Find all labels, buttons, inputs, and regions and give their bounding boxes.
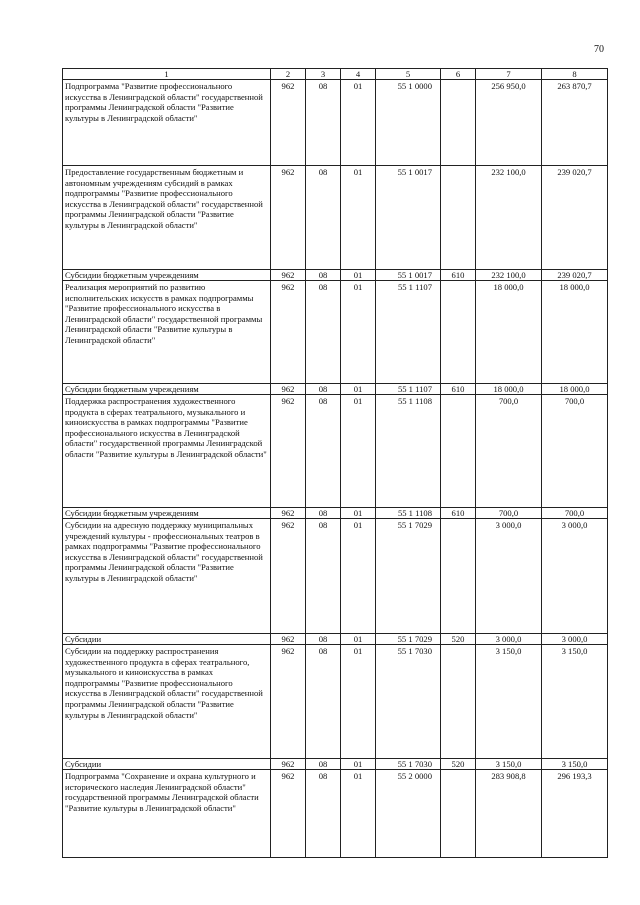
cell-vr (441, 395, 476, 508)
page-number: 70 (594, 44, 604, 55)
cell-section: 08 (306, 634, 341, 645)
cell-section: 08 (306, 384, 341, 395)
row-name: Реализация мероприятий по развитию исполнительских искусств в рамках подпрограммы "Развитие профессионального искусства в Ленинградской области" государственной программы Ленинградской области "Развитие культуры в Ленинградской области" (63, 281, 271, 384)
table-row (63, 508, 608, 519)
row-name: Субсидии бюджетным учреждениям (63, 384, 271, 395)
column-header: 1 (63, 69, 271, 80)
cell-subsection: 01 (341, 770, 376, 858)
cell-amount-1: 256 950,0 (476, 80, 542, 166)
row-name: Субсидии на поддержку распространения художественного продукта в сферах театрального, музыкального и киноискусства в рамках подпрограммы "Развитие профессионального искусства в Ленинградской области" государственной программы Ленинградской области "Развитие культуры в Ленинградской области" (63, 645, 271, 759)
column-header: 4 (341, 69, 376, 80)
cell-target: 55 1 1107 (376, 281, 441, 384)
table-row (63, 519, 608, 634)
cell-code: 962 (271, 80, 306, 166)
header-row (63, 69, 608, 80)
cell-amount-2: 263 870,7 (542, 80, 608, 166)
cell-target: 55 1 1108 (376, 508, 441, 519)
cell-code: 962 (271, 519, 306, 634)
cell-subsection: 01 (341, 166, 376, 270)
row-name: Предоставление государственным бюджетным и автономным учреждениям субсидий в рамках подпрограммы "Развитие профессионального искусства в Ленинградской области" государственной программы Ленинградской области "Развитие культуры в Ленинградской области" (63, 166, 271, 270)
cell-subsection: 01 (341, 645, 376, 759)
cell-target: 55 1 0000 (376, 80, 441, 166)
cell-subsection: 01 (341, 519, 376, 634)
table-row (63, 80, 608, 166)
cell-vr: 610 (441, 508, 476, 519)
cell-section: 08 (306, 80, 341, 166)
row-name: Субсидии на адресную поддержку муниципальных учреждений культуры - профессиональных театров в рамках подпрограммы "Развитие профессионального искусства в Ленинградской области" государственной программы Ленинградской области "Развитие культуры в Ленинградской области" (63, 519, 271, 634)
cell-amount-2: 18 000,0 (542, 384, 608, 395)
cell-subsection: 01 (341, 395, 376, 508)
cell-section: 08 (306, 508, 341, 519)
cell-code: 962 (271, 281, 306, 384)
table-row (63, 645, 608, 759)
column-header: 3 (306, 69, 341, 80)
cell-amount-1: 18 000,0 (476, 281, 542, 384)
cell-section: 08 (306, 645, 341, 759)
cell-subsection: 01 (341, 634, 376, 645)
cell-section: 08 (306, 166, 341, 270)
cell-amount-2: 239 020,7 (542, 166, 608, 270)
cell-target: 55 1 7030 (376, 759, 441, 770)
table-row (63, 395, 608, 508)
cell-amount-1: 700,0 (476, 395, 542, 508)
cell-subsection: 01 (341, 759, 376, 770)
cell-code: 962 (271, 508, 306, 519)
cell-amount-1: 18 000,0 (476, 384, 542, 395)
cell-target: 55 1 7029 (376, 519, 441, 634)
cell-amount-1: 283 908,8 (476, 770, 542, 858)
cell-target: 55 1 1108 (376, 395, 441, 508)
cell-amount-1: 3 000,0 (476, 634, 542, 645)
table-row (63, 166, 608, 270)
cell-target: 55 1 7030 (376, 645, 441, 759)
table-row (63, 281, 608, 384)
cell-code: 962 (271, 634, 306, 645)
cell-code: 962 (271, 270, 306, 281)
row-name: Подпрограмма "Сохранение и охрана культурного и исторического наследия Ленинградской области" государственной программы Ленинградской области "Развитие культуры в Ленинградской области" (63, 770, 271, 858)
cell-amount-2: 700,0 (542, 395, 608, 508)
cell-vr (441, 281, 476, 384)
cell-amount-2: 3 000,0 (542, 634, 608, 645)
row-name: Субсидии (63, 759, 271, 770)
cell-amount-2: 18 000,0 (542, 281, 608, 384)
row-name: Подпрограмма "Развитие профессионального искусства в Ленинградской области" государственной программы Ленинградской области "Развитие культуры в Ленинградской области" (63, 80, 271, 166)
table-row (63, 770, 608, 858)
table-row (63, 634, 608, 645)
cell-target: 55 1 7029 (376, 634, 441, 645)
cell-amount-2: 239 020,7 (542, 270, 608, 281)
column-header: 5 (376, 69, 441, 80)
cell-code: 962 (271, 166, 306, 270)
cell-amount-2: 3 150,0 (542, 759, 608, 770)
table-row (63, 384, 608, 395)
row-name: Поддержка распространения художественного продукта в сферах театрального, музыкального и киноискусства в рамках подпрограммы "Развитие профессионального искусства в Ленинградской области" государственной программы Ленинградской области "Развитие культуры в Ленинградской области" (63, 395, 271, 508)
cell-section: 08 (306, 281, 341, 384)
cell-vr (441, 80, 476, 166)
cell-section: 08 (306, 270, 341, 281)
cell-subsection: 01 (341, 270, 376, 281)
cell-code: 962 (271, 395, 306, 508)
cell-vr (441, 770, 476, 858)
cell-code: 962 (271, 645, 306, 759)
cell-vr (441, 519, 476, 634)
cell-amount-1: 232 100,0 (476, 270, 542, 281)
cell-vr: 610 (441, 270, 476, 281)
cell-code: 962 (271, 770, 306, 858)
column-header: 7 (476, 69, 542, 80)
cell-target: 55 1 0017 (376, 166, 441, 270)
cell-target: 55 1 0017 (376, 270, 441, 281)
cell-amount-1: 3 000,0 (476, 519, 542, 634)
cell-section: 08 (306, 395, 341, 508)
cell-amount-1: 3 150,0 (476, 759, 542, 770)
cell-vr (441, 645, 476, 759)
cell-amount-1: 700,0 (476, 508, 542, 519)
budget-table (62, 68, 608, 858)
cell-amount-2: 3 150,0 (542, 645, 608, 759)
cell-target: 55 2 0000 (376, 770, 441, 858)
cell-vr: 520 (441, 759, 476, 770)
table-row (63, 270, 608, 281)
cell-vr (441, 166, 476, 270)
cell-subsection: 01 (341, 80, 376, 166)
cell-amount-2: 3 000,0 (542, 519, 608, 634)
cell-target: 55 1 1107 (376, 384, 441, 395)
row-name: Субсидии бюджетным учреждениям (63, 508, 271, 519)
table-row (63, 759, 608, 770)
row-name: Субсидии бюджетным учреждениям (63, 270, 271, 281)
cell-subsection: 01 (341, 384, 376, 395)
cell-subsection: 01 (341, 281, 376, 384)
row-name: Субсидии (63, 634, 271, 645)
cell-amount-1: 232 100,0 (476, 166, 542, 270)
cell-subsection: 01 (341, 508, 376, 519)
column-header: 8 (542, 69, 608, 80)
cell-amount-2: 700,0 (542, 508, 608, 519)
cell-section: 08 (306, 770, 341, 858)
cell-section: 08 (306, 759, 341, 770)
cell-code: 962 (271, 384, 306, 395)
cell-section: 08 (306, 519, 341, 634)
cell-amount-1: 3 150,0 (476, 645, 542, 759)
cell-code: 962 (271, 759, 306, 770)
column-header: 2 (271, 69, 306, 80)
cell-vr: 610 (441, 384, 476, 395)
column-header: 6 (441, 69, 476, 80)
cell-amount-2: 296 193,3 (542, 770, 608, 858)
cell-vr: 520 (441, 634, 476, 645)
